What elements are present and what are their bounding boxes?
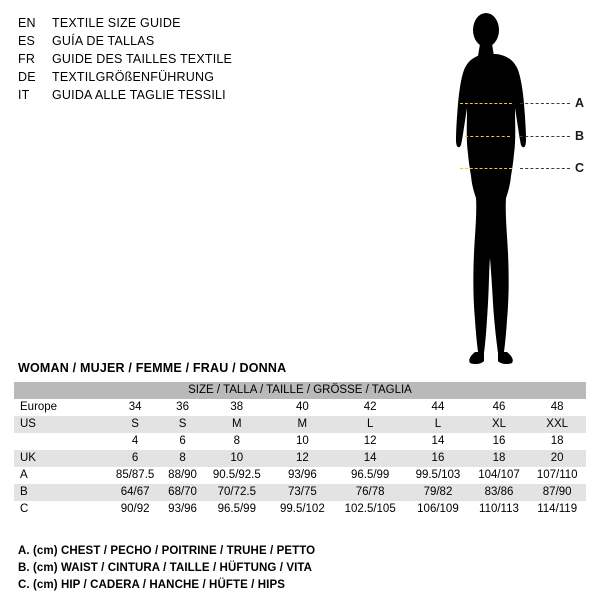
cell: 8 [162,450,203,467]
language-row [18,86,318,104]
female-body-figure [420,8,595,373]
language-text: TEXTILE SIZE GUIDE [52,16,181,30]
cell: 34 [108,399,162,416]
cell: 6 [108,450,162,467]
language-code: DE [18,70,36,84]
language-code: ES [18,34,36,48]
cell: 44 [406,399,469,416]
measure-line-b [465,136,510,137]
measure-line-c [460,168,512,169]
cell: 88/90 [162,467,203,484]
cell: 79/82 [406,484,469,501]
measure-label-c: C [575,161,585,175]
cell: 106/109 [406,501,469,518]
row-label: UK [14,450,108,467]
measure-line-c-extension [520,168,570,169]
cell: 8 [203,433,271,450]
cell: 20 [528,450,586,467]
row-label: US [14,416,108,433]
cell: 107/110 [528,467,586,484]
cell: 12 [271,450,334,467]
language-list [18,14,318,104]
cell: 10 [271,433,334,450]
language-code: IT [18,88,30,102]
table-row [14,399,586,416]
language-text: TEXTILGRÖßENFÜHRUNG [52,70,215,84]
cell: 16 [470,433,529,450]
cell: L [406,416,469,433]
cell: 6 [162,433,203,450]
cell: 64/67 [108,484,162,501]
row-label: B [14,484,108,501]
table-row [14,416,586,433]
language-text: GUIDA ALLE TAGLIE TESSILI [52,88,226,102]
cell: 14 [406,433,469,450]
language-row [18,50,318,68]
cell: 110/113 [470,501,529,518]
cell: XXL [528,416,586,433]
cell: 85/87.5 [108,467,162,484]
language-row [18,68,318,86]
cell: XL [470,416,529,433]
cell: S [108,416,162,433]
cell: 4 [108,433,162,450]
body-silhouette-icon [420,8,595,373]
table-header-label: SIZE / TALLA / TAILLE / GRÖSSE / TAGLIA [14,382,586,399]
language-code: FR [18,52,36,66]
table-header-row [14,382,586,399]
cell: 16 [406,450,469,467]
cell: 99.5/103 [406,467,469,484]
measurement-legend [18,543,578,594]
language-text: GUÍA DE TALLAS [52,34,155,48]
cell: S [162,416,203,433]
cell: M [271,416,334,433]
cell: L [334,416,406,433]
cell: 18 [528,433,586,450]
cell: 10 [203,450,271,467]
legend-item-c: C. (cm) HIP / CADERA / HANCHE / HÜFTE / HIPS [18,579,286,591]
cell: 12 [334,433,406,450]
cell: 14 [334,450,406,467]
cell: 102.5/105 [334,501,406,518]
cell: 42 [334,399,406,416]
row-label: Europe [14,399,108,416]
table-row [14,433,586,450]
cell: 87/90 [528,484,586,501]
cell: 38 [203,399,271,416]
cell: 40 [271,399,334,416]
cell: 99.5/102 [271,501,334,518]
measure-line-a-extension [520,103,570,104]
language-text: GUIDE DES TAILLES TEXTILE [52,52,233,66]
cell: 76/78 [334,484,406,501]
table-row [14,450,586,467]
table-row [14,501,586,518]
cell: 93/96 [271,467,334,484]
language-row [18,32,318,50]
row-label [14,433,108,450]
table-row [14,484,586,501]
measure-label-a: A [575,96,585,110]
cell: 96.5/99 [203,501,271,518]
cell: 90.5/92.5 [203,467,271,484]
cell: 18 [470,450,529,467]
measure-line-a [460,103,512,104]
legend-item-a: A. (cm) CHEST / PECHO / POITRINE / TRUHE / PETTO [18,545,316,557]
cell: 83/86 [470,484,529,501]
cell: 93/96 [162,501,203,518]
cell: 70/72.5 [203,484,271,501]
table-row [14,467,586,484]
row-label: C [14,501,108,518]
size-table [14,382,586,518]
language-row [18,14,318,32]
cell: 90/92 [108,501,162,518]
measure-line-b-extension [520,136,570,137]
cell: 46 [470,399,529,416]
cell: 68/70 [162,484,203,501]
cell: 96.5/99 [334,467,406,484]
cell: M [203,416,271,433]
cell: 48 [528,399,586,416]
cell: 73/75 [271,484,334,501]
language-code: EN [18,16,36,30]
legend-item-b: B. (cm) WAIST / CINTURA / TAILLE / HÜFTUNG / VITA [18,562,313,574]
cell: 114/119 [528,501,586,518]
section-heading-woman: WOMAN / MUJER / FEMME / FRAU / DONNA [18,361,287,375]
cell: 104/107 [470,467,529,484]
row-label: A [14,467,108,484]
measure-label-b: B [575,129,585,143]
cell: 36 [162,399,203,416]
